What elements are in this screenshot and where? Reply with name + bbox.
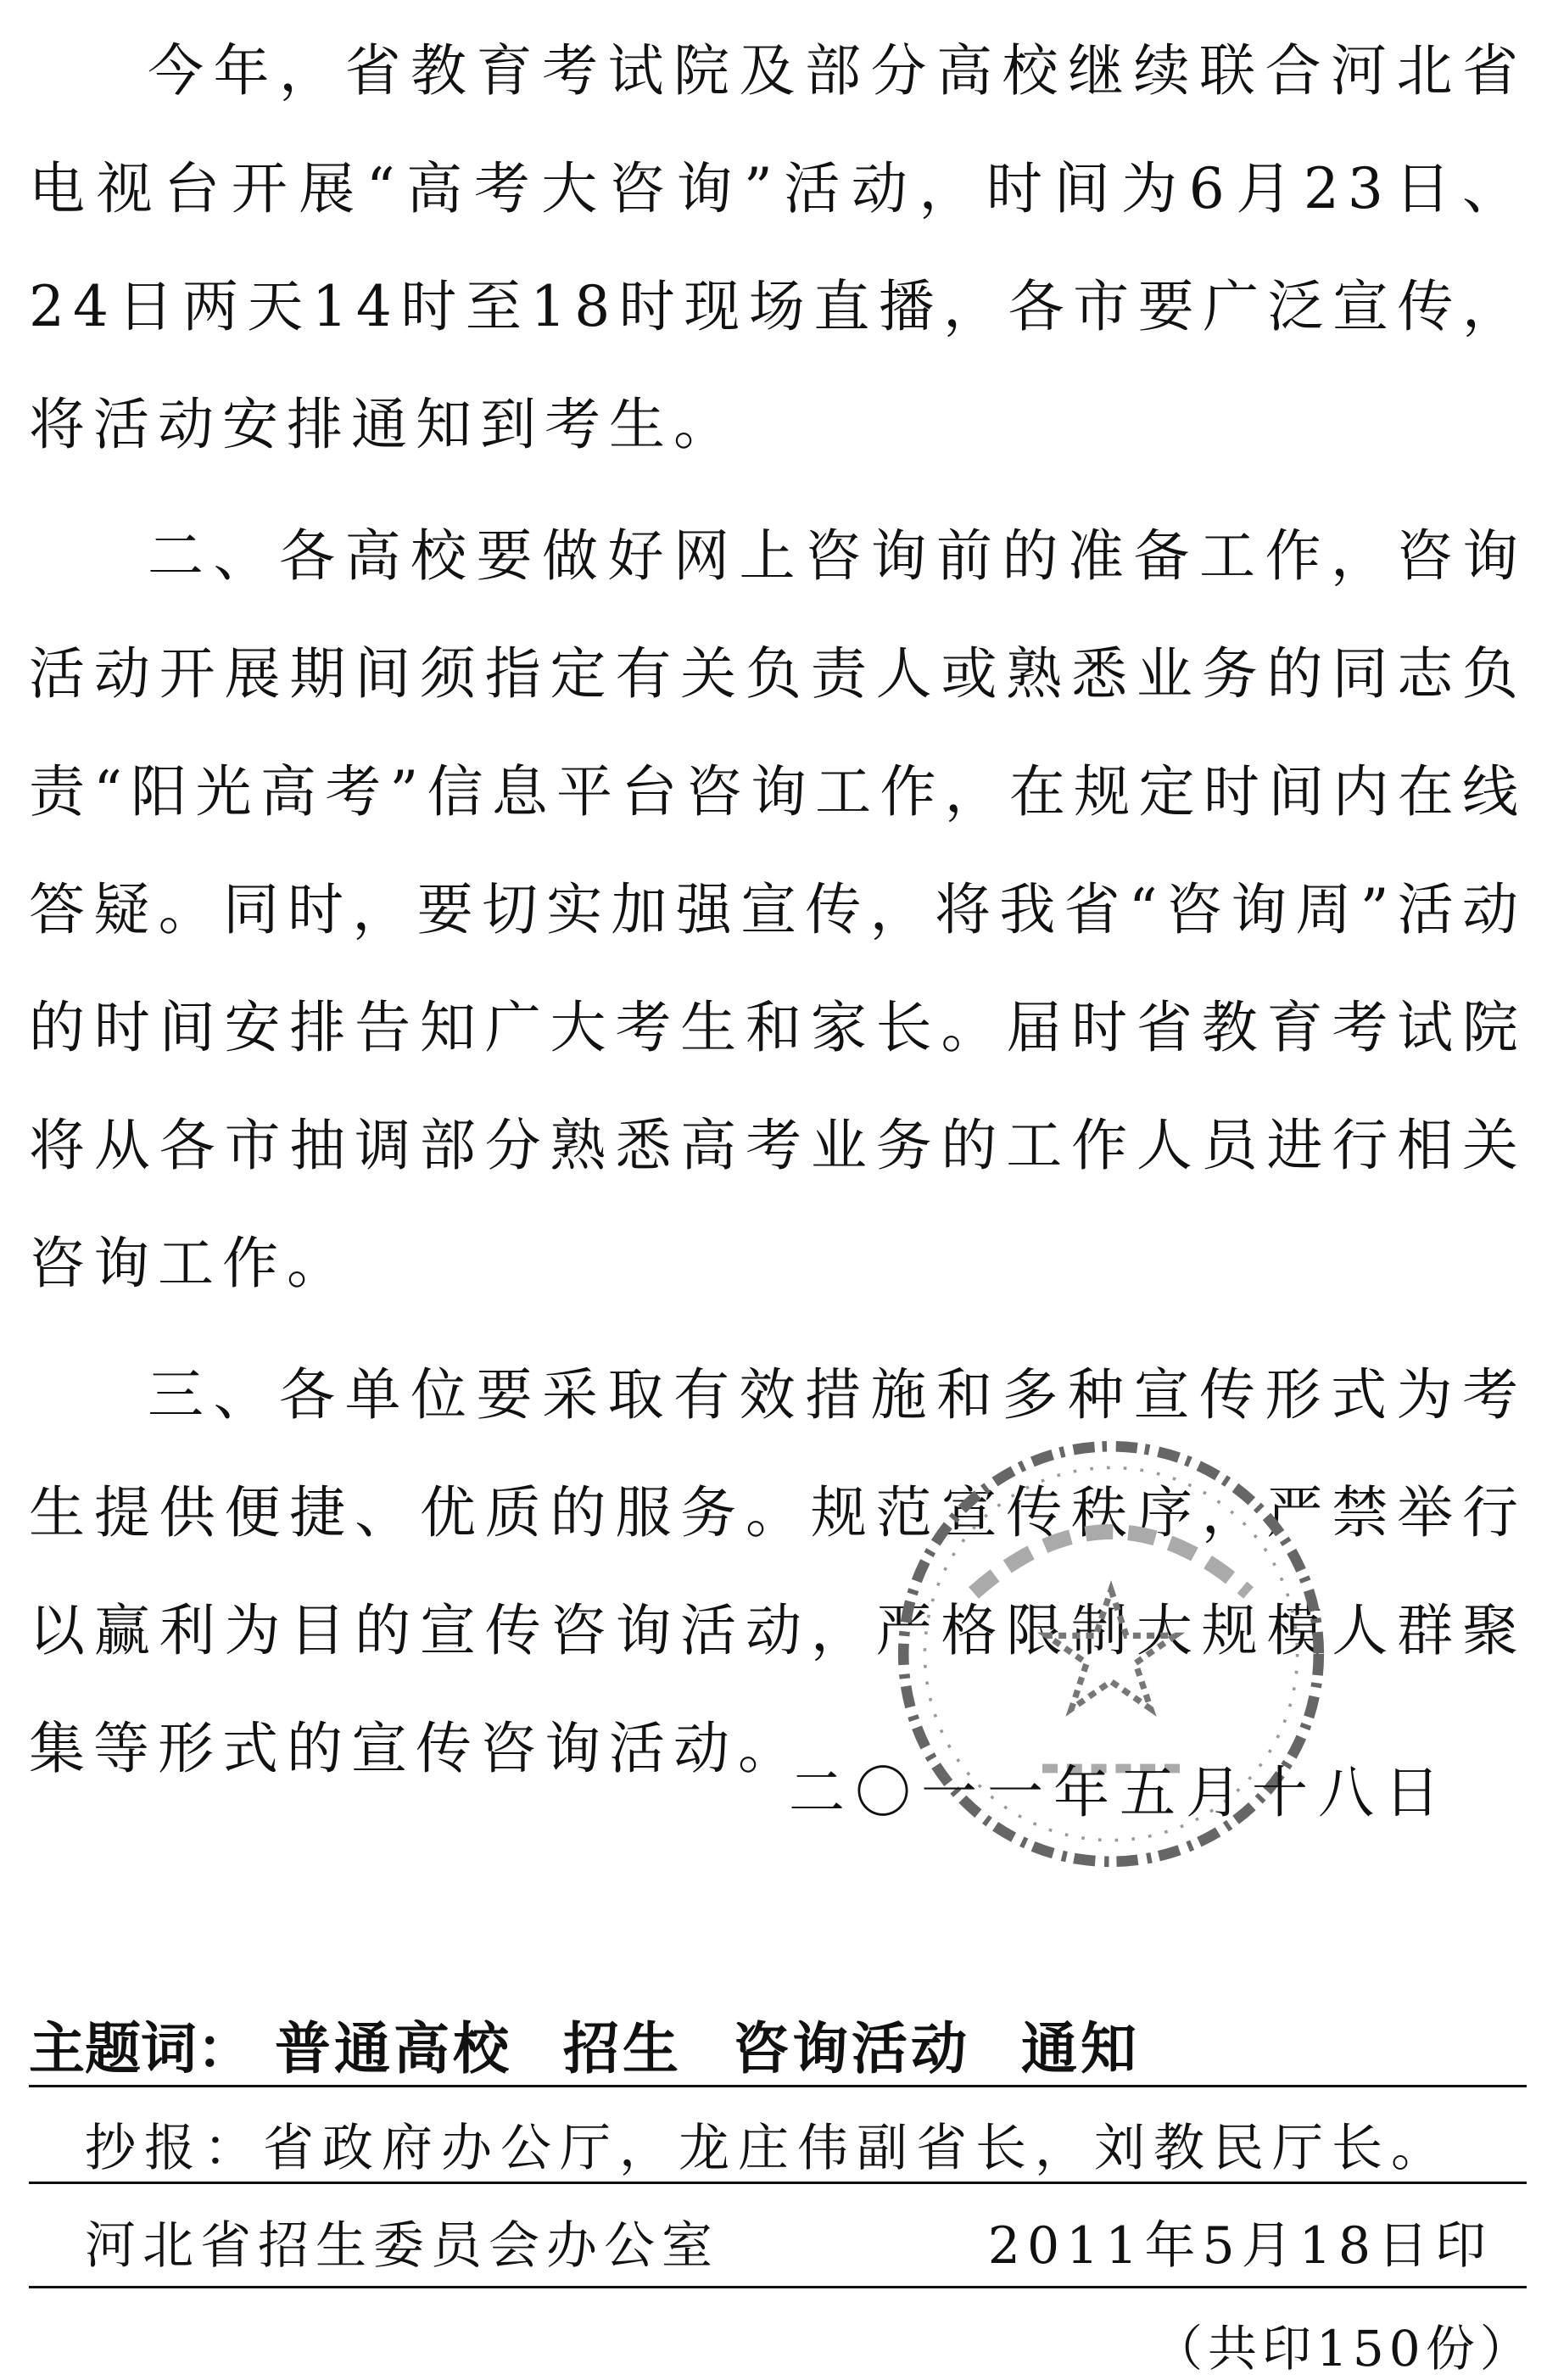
print-date: 2011年5月18日印 <box>987 2216 1493 2276</box>
cc-recipients: 抄报：省政府办公厅，龙庄伟副省长，刘教民厅长。 <box>85 2119 1450 2178</box>
paragraph-1: 今年，省教育考试院及部分高校继续联合河北省电视台开展“高考大咨询”活动，时间为6月23日、24日两天14时至18时现场直播，各市要广泛宣传，将活动安排通知到考生。 <box>29 38 1527 457</box>
issuing-office: 河北省招生委员会办公室 <box>85 2216 719 2276</box>
divider-line <box>29 2182 1527 2184</box>
divider-line <box>29 2085 1527 2087</box>
keyword-item: 普通高校 <box>275 2015 512 2081</box>
subject-keywords <box>29 2003 1140 2084</box>
divider-line <box>29 2286 1527 2288</box>
keyword-item: 招生 <box>563 2015 682 2081</box>
keywords-label: 主题词： <box>29 2016 253 2081</box>
paragraph-2: 二、各高校要做好网上咨询前的准备工作，咨询活动开展期间须指定有关负责人或熟悉业务的同志负责“阳光高考”信息平台咨询工作，在规定时间内在线答疑。同时，要切实加强宣传，将我省“咨询周”活动的时间安排告知广大考生和家长。届时省教育考试院将从各市抽调部分熟悉高考业务的工作人员进行相关咨询工作。 <box>29 523 1527 1296</box>
signature-date: 二〇一一年五月十八日 <box>789 1760 1450 1825</box>
copies-count: （共印150份） <box>1153 2320 1534 2377</box>
keyword-item: 咨询活动 <box>733 2015 970 2081</box>
keyword-item: 通知 <box>1021 2015 1140 2081</box>
paragraph-3: 三、各单位要采取有效措施和多种宣传形式为考生提供便捷、优质的服务。规范宣传秩序，严禁举行以赢利为目的宣传咨询活动，严格限制大规模人群聚集等形式的宣传咨询活动。 <box>29 1362 1527 1781</box>
